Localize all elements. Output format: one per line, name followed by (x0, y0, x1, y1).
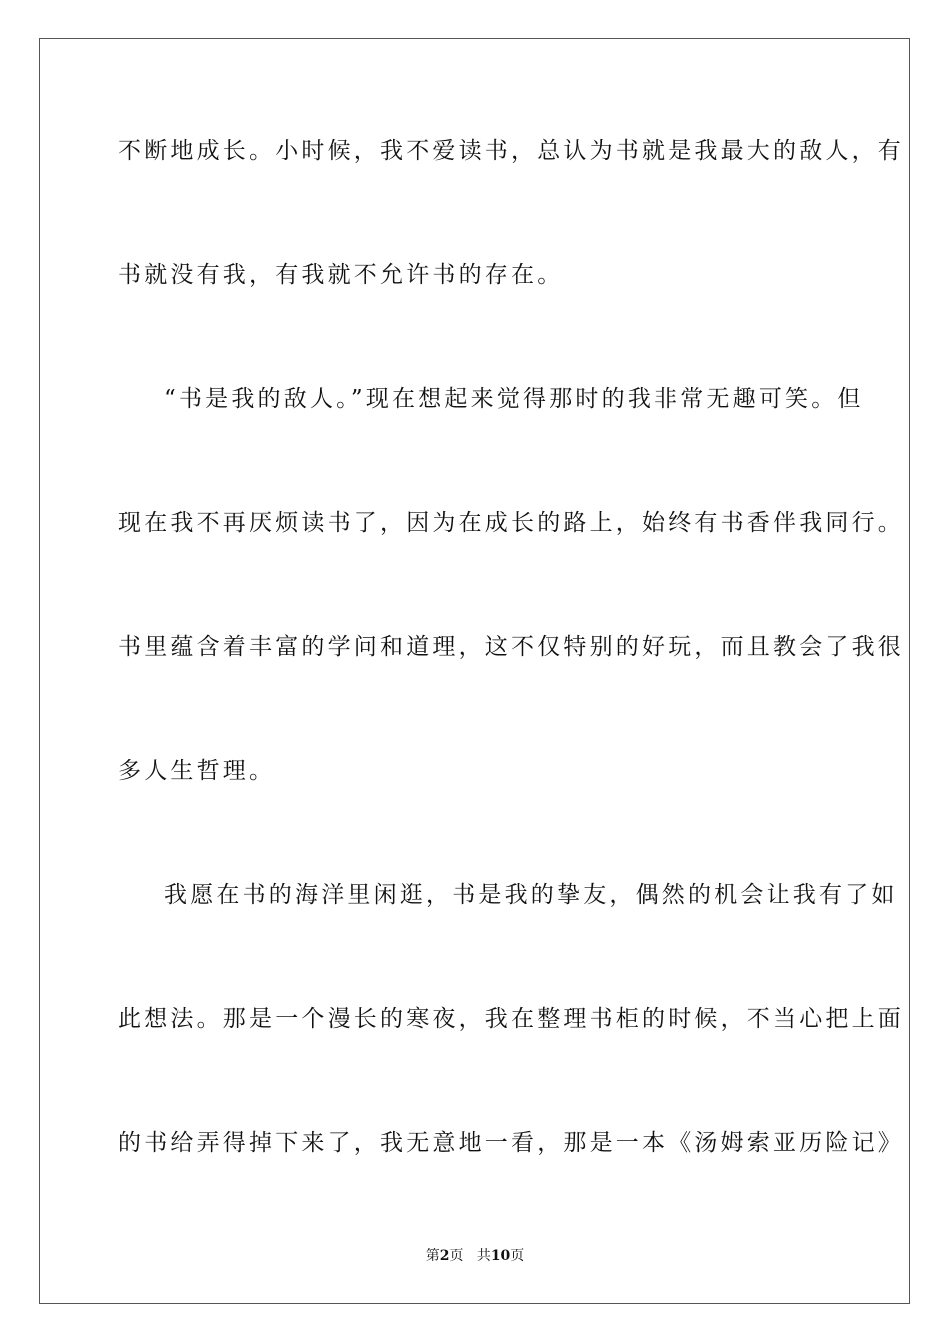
body-text-line: 多人生哲理。 (118, 758, 276, 784)
page-border (39, 38, 910, 1304)
body-text-line: 此想法。那是一个漫长的寒夜，我在整理书柜的时候，不当心把上面 (118, 1006, 904, 1032)
body-text-line: 不断地成长。小时候，我不爱读书，总认为书就是我最大的敌人，有 (118, 138, 904, 164)
total-label-prefix: 共 (476, 1248, 491, 1264)
body-text-line: 书里蕴含着丰富的学问和道理，这不仅特别的好玩，而且教会了我很 (118, 634, 904, 660)
page-footer (0, 1246, 950, 1266)
current-page-number: 2 (439, 1248, 450, 1264)
page-label-suffix: 页 (449, 1248, 464, 1264)
body-text-line: “书是我的敌人。”现在想起来觉得那时的我非常无趣可笑。但 (164, 386, 864, 412)
body-text-line: 现在我不再厌烦读书了，因为在成长的路上，始终有书香伴我同行。 (118, 510, 904, 536)
total-pages-number: 10 (490, 1248, 511, 1264)
body-text-line: 的书给弄得掉下来了，我无意地一看，那是一本《汤姆索亚历险记》 (118, 1130, 904, 1156)
page-label-prefix: 第 (425, 1248, 440, 1264)
total-label-suffix: 页 (510, 1248, 525, 1264)
body-text-line: 我愿在书的海洋里闲逛，书是我的挚友，偶然的机会让我有了如 (164, 882, 898, 908)
body-text-line: 书就没有我，有我就不允许书的存在。 (118, 262, 564, 288)
